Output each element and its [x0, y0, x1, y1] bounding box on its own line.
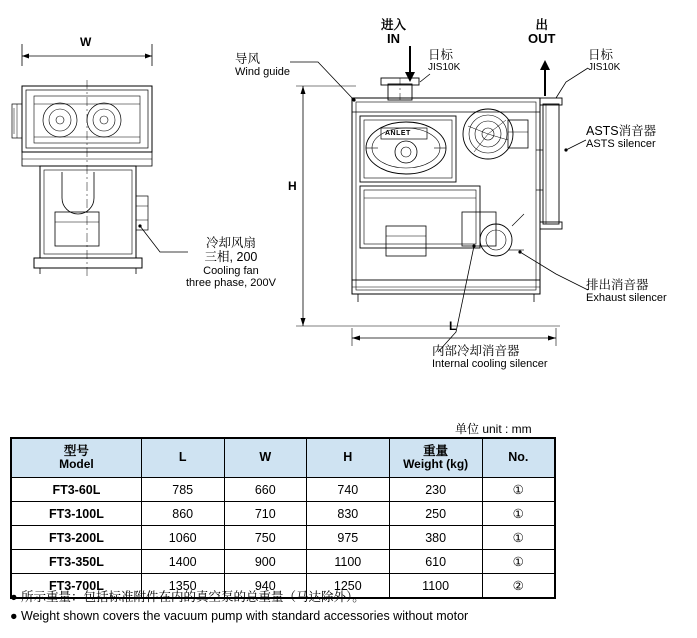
cell-weight: 250 — [389, 502, 482, 526]
cell-l: 1400 — [141, 550, 224, 574]
dimension-label-h: H — [288, 179, 297, 193]
column-header-w: W — [224, 438, 306, 478]
cooling-fan-label — [186, 236, 276, 290]
unit-note: 单位 unit : mm — [455, 422, 532, 436]
cooling-fan-label-en2: three phase, 200V — [186, 277, 276, 290]
bullet-icon: ● — [10, 609, 18, 624]
exhaust-silencer-label-en: Exhaust silencer — [586, 292, 667, 305]
cell-h: 1250 — [306, 574, 389, 599]
column-header-model-cn: 型号 — [63, 443, 89, 458]
outlet-label — [528, 18, 555, 47]
cell-w: 710 — [224, 502, 306, 526]
outlet-flange-label — [588, 48, 620, 74]
table-row — [11, 502, 555, 526]
cell-h: 830 — [306, 502, 389, 526]
footnote-cn-text: 所示重量：包括标准附件在内的真空泵的总重量（马达除外）。 — [21, 590, 365, 604]
specification-table — [10, 437, 556, 599]
table-row — [11, 478, 555, 502]
column-header-h: H — [306, 438, 389, 478]
cell-weight: 230 — [389, 478, 482, 502]
cell-w: 750 — [224, 526, 306, 550]
cooling-fan-label-en1: Cooling fan — [203, 264, 259, 277]
outlet-label-cn: 出 — [535, 18, 548, 32]
cooling-fan-label-cn1: 冷却风扇 — [205, 236, 256, 250]
table-row — [11, 526, 555, 550]
wind-guide-label — [235, 52, 290, 79]
footnotes — [10, 588, 468, 627]
cell-l: 1350 — [141, 574, 224, 599]
cell-w: 940 — [224, 574, 306, 599]
inlet-label-cn: 进入 — [381, 18, 407, 32]
pump-brand-label: ANLET — [385, 130, 411, 137]
cell-no: ② — [482, 574, 555, 599]
cooling-fan-label-cn2: 三相, 200 — [204, 250, 258, 265]
cell-model: FT3-60L — [11, 478, 141, 502]
wind-guide-label-cn: 导风 — [235, 52, 261, 66]
inlet-label — [381, 18, 406, 47]
inlet-label-en: IN — [387, 31, 400, 47]
inlet-flange-label — [428, 48, 460, 74]
cell-h: 740 — [306, 478, 389, 502]
cell-l: 1060 — [141, 526, 224, 550]
dimension-label-w: W — [80, 35, 92, 49]
column-header-model-en: Model — [59, 457, 94, 472]
asts-silencer-label-cn: ASTS消音器 — [586, 124, 657, 138]
cell-model: FT3-700L — [11, 574, 141, 599]
cell-w: 660 — [224, 478, 306, 502]
cell-w: 900 — [224, 550, 306, 574]
column-header-weight — [389, 438, 482, 478]
cell-no: ① — [482, 478, 555, 502]
cell-no: ① — [482, 550, 555, 574]
internal-cooling-silencer-label-en: Internal cooling silencer — [432, 358, 548, 371]
asts-silencer-label-en: ASTS silencer — [586, 138, 656, 151]
cell-weight: 610 — [389, 550, 482, 574]
cell-model: FT3-350L — [11, 550, 141, 574]
exhaust-silencer-label — [586, 278, 667, 305]
cell-no: ① — [482, 502, 555, 526]
outlet-flange-label-cn: 日标 — [588, 48, 614, 62]
inlet-flange-label-en: JIS10K — [428, 62, 461, 74]
footnote-en-text: Weight shown covers the vacuum pump with standard accessories without motor — [21, 609, 469, 624]
cell-weight: 380 — [389, 526, 482, 550]
table-header-row — [11, 438, 555, 478]
exhaust-silencer-label-cn: 排出消音器 — [586, 278, 649, 292]
outlet-label-en: OUT — [528, 31, 556, 47]
footnote-en — [10, 607, 468, 626]
cell-h: 1100 — [306, 550, 389, 574]
inlet-flange-label-cn: 日标 — [428, 48, 454, 62]
cell-weight: 1100 — [389, 574, 482, 599]
column-header-model — [11, 438, 141, 478]
column-header-l: L — [141, 438, 224, 478]
cell-no: ① — [482, 526, 555, 550]
cell-model: FT3-200L — [11, 526, 141, 550]
internal-cooling-silencer-label — [432, 344, 548, 371]
bullet-icon: ● — [10, 590, 18, 604]
cell-l: 785 — [141, 478, 224, 502]
column-header-no: No. — [482, 438, 555, 478]
internal-cooling-silencer-label-cn: 内部冷却消音器 — [432, 344, 520, 358]
outlet-flange-label-en: JIS10K — [588, 62, 621, 74]
dimension-label-l: L — [449, 319, 457, 333]
cell-h: 975 — [306, 526, 389, 550]
footnote-cn — [10, 588, 468, 607]
table-row — [11, 550, 555, 574]
cell-model: FT3-100L — [11, 502, 141, 526]
column-header-weight-cn: 重量 — [423, 443, 449, 458]
cell-l: 860 — [141, 502, 224, 526]
asts-silencer-label — [586, 124, 656, 151]
column-header-weight-en: Weight (kg) — [403, 457, 469, 472]
wind-guide-label-en: Wind guide — [235, 66, 291, 79]
